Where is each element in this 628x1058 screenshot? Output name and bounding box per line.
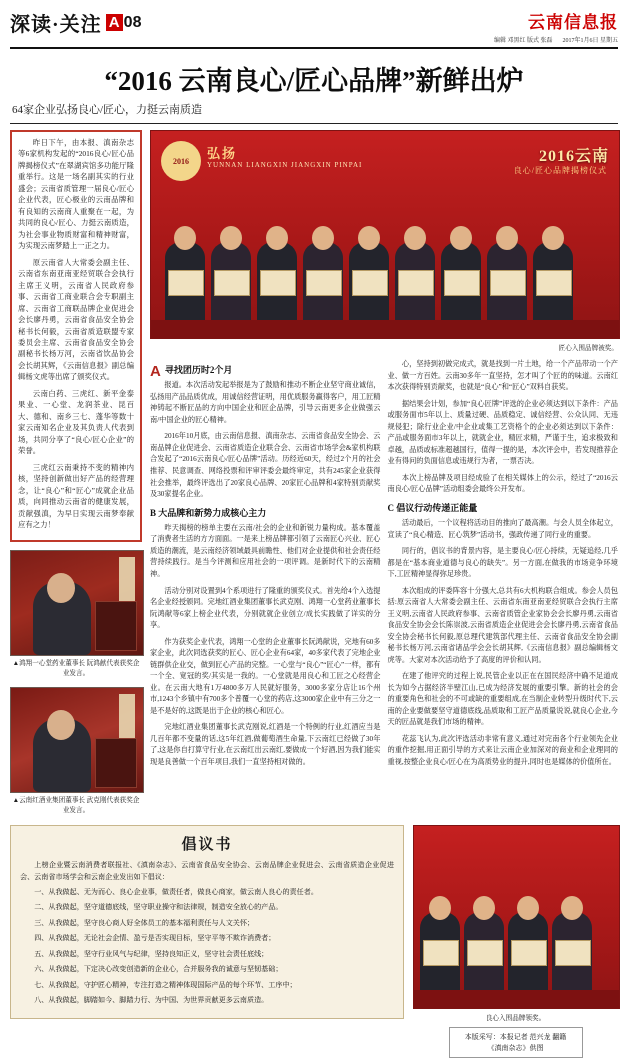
- proposal-box: [10, 825, 404, 1019]
- photo-card-speaker-2: [10, 687, 142, 816]
- section-heading-c: C 倡议行动传递正能量: [387, 502, 478, 513]
- page-badge-letter: A: [106, 14, 123, 31]
- paragraph: 作为获奖企业代表，鸿翔一心堂的企业董事长阮鸿献说，完地有60多家企业，此次同选获奖的匠心、匠心企业有64家，40多家代表了完地企业链群供企业交，做到匠心产品的完整。一心堂与“良心”“匠心”一样，都有一个全、宽冠的奖/其实是一我的。一心堂就是用良心和工匠之心经营企业。在云南大地有1万4800多万人民就好服务，3000多家分店让16个州市,1243个乡镇中有700多个普覆一心堂的药店,这3000家企业中有三分之一是不是好的,这既是出于企业的核心和匠心。: [150, 637, 381, 715]
- paragraph: 报道。本次活动发起举报是为了鼓励和推动不断企业坚守商业诚信，弘扬用产品品质优成，用诚信经营证明，用优质服务赢得客户，用工匠精神铸起不断匠品的方向中国企业和匠企品牌，引导云南更多企业做强云南/中国企业的匠心精神。: [150, 381, 381, 424]
- masthead-meta: [494, 35, 618, 44]
- photo-card-speaker-1: [10, 550, 142, 679]
- hero-banner-pinyin: YUNNAN LIANGXIN JIANGXIN PINPAI: [207, 161, 363, 169]
- page-badge: [106, 14, 142, 32]
- paragraph: 据结果会计划，参加“良心匠牌”评选的企业必须达到以下条件：产品或服务面市5年以上、质量过硬、品质稳定、诚信经营、公众认同、无违规侵犯；除行业企业/中企业或集工艺资格个的企业必须达到以下条件：产品或服务面市3年以上，就就企业，精匠求精，严谨于生，追求极致和卓越，品质或标准超越国行，值得一提的是，本次评会中，若发现推荐企业有得问的负面信息或违规行为者，一票否决。: [387, 399, 618, 466]
- proposal-item: 八、从我做起，脚踏如今、脚踏力行、为中国、为世界贡献更多云南质造。: [34, 996, 269, 1005]
- hero-logo: 2016: [161, 141, 201, 181]
- proposal-item: 七、从我做起，守护匠心精神，专注打造之精神体现国际产品的每个环节、工序中；: [34, 980, 297, 989]
- paragraph: 本次上榜品牌及项目经成验了在相关媒体上的公示，经过了“2016云南良心/匠心品牌”活动组委会最终公开发布。: [387, 473, 618, 494]
- photo-podium: [95, 738, 137, 788]
- hero-title: 2016云南: [538, 148, 609, 165]
- lead-p4: 三虎红云南秉持不变的精神内核，坚持创新做出好产品的经营理念，让“良心”和“匠心”成就企业品质，向同推动云南省的健康发展，贡献强滇，为早日实现云南梦奉献应有之力！: [18, 462, 134, 529]
- paragraph: 完地红酒业集团董事长武克刚说,红酒是一个特例的行业,红酒应当是几百年都不变量的话,这5年红酒,做葡萄酒生命量,下云南红已经做了30年了,这是你自打算守行业,在云南红出云南红,要做成一个好酒,因为我们能实现是良善做一个百年项目,我们一直坚持相对做的。: [150, 723, 381, 766]
- lead-p3: 云南白药、三虎红、新平金泰果业、一心堂、龙润茶业、昆百大、德和、南乡三七、蓬华等数十家云南知名企业及其负责人代表到场，共同分享了“良心/匠心企业”的荣誉。: [18, 388, 134, 456]
- section-heading-a-text: 寻找团历时2个月: [164, 365, 233, 375]
- left-column: [10, 130, 142, 816]
- paragraph: 在建了他评究的过程上说,民管企业以正在在国民经济中确不足道成长为如今占据经济半壁江山,已成为经济发展的重要引擎。新的社会的会的重要角色和社会的不可或缺的重要组成,在当制企业转型升级时代下,云南的企业要做要坚守道德底线,品质取和工匠产品质量说说,就良心企业,今天的匠品就是我们市场的精神。: [387, 672, 618, 727]
- photo-stage: [414, 990, 619, 1008]
- main-grid: [10, 130, 618, 816]
- photo-caption-1: ▲鸿翔一心堂药业董事长 阮鸿献代表获奖企业发言。: [12, 660, 140, 678]
- article-column-2: [388, 359, 619, 773]
- proposal-item: 四、从我做起，无论社会企情、盈亏是否实现目标，坚守平等不欺诈消费者；: [34, 934, 276, 943]
- proposal-intro: 上榜企业暨云南消费者联报社、《滇南杂志》、云南省食品安全协会、云南品牌企业促进会、云南省质造企业促进会、云南省市场学会和云南企业发出如下倡议：: [20, 861, 394, 881]
- paragraph: 花蕊飞认为,此次评选活动非常有意义,通过对完南各个行业领先企业的重作挖掘,用正面引导的方式来让云南企业加深对的商业和企业理同的重视,按整企业良心/匠心在为高质势业的提升,同时也是媒体的价值所在。: [387, 734, 618, 766]
- section-title: 深读·关注: [10, 14, 102, 36]
- photo-speaker-2: [10, 687, 144, 793]
- hero-caption: 匠心入围品牌被奖。: [558, 345, 618, 352]
- paragraph: 心，坚持到初做完成式，就是找到一片土地，给一个产品带动一个产业、做一方百姓。云南30多年一直坚持，怎才叫了个匠的的味道。云南红本次获得特别贡献奖，也就是“良心”和“匠心”双料自获奖。: [387, 360, 618, 392]
- dropcap-a: A: [150, 363, 161, 380]
- photo-banner: [119, 557, 135, 601]
- paragraph: 活动最后，一个议程将活动目的推向了最高潮。与会人员全体起立，宣读了“良心精造、匠心筑梦”活动书，强政传递了同行业的重要。: [387, 519, 618, 539]
- masthead-left: [10, 8, 141, 37]
- hero-subtitle: 良心/匠心品牌揭榜仪式: [513, 166, 607, 175]
- hero-banner-word: 弘扬: [207, 146, 238, 161]
- proposal-item: 五、从我做起，坚守行业风气与纪律，坚持良知正义，坚守社会责任底线；: [34, 949, 269, 958]
- hero-people-row: [151, 206, 619, 338]
- paragraph: 本次组成的评委阵容十分强大,总共有6大机构联合组成。参会人员包括:原云南省人大常委会副主任、云南省东南亚南亚经贸联合会执行主席王义明,云南省人民政府参事、云南省质管企业家协会会长廖丹勇,云南省食品安全协会会长陈崇波,云南省质造企业促进会会长廖丹勇,云南省食品安全协会秘书长何毅,原总理代建筑部代理主任、云南省食品安全协会副秘书长杨万河,云南省诸品学会会长胡其辉,《云南信息报》副总编辑杨文虎等。大家对本次活动给予了高度的评价和认同。: [387, 586, 618, 664]
- proposal-title: 倡议书: [181, 837, 233, 854]
- proposal-item: 一、从我做起、无为而心、良心企业事，做责任者，做良心商家，做云南人良心的责任者。: [34, 888, 318, 896]
- hero-photo: [150, 130, 620, 339]
- proposal-item: 三、从我做起，坚守良心商人好全体员工的基本福利责任与人文关怀；: [34, 918, 255, 927]
- date-line: 2017年1月6日 星期五: [562, 38, 618, 44]
- article-column-1: [150, 359, 381, 773]
- masthead-right: [494, 8, 618, 44]
- photo-speaker-1: [10, 550, 144, 656]
- paragraph: 同行的，倡议书的背景内容，是主要良心/匠心持续，无疑追经,几乎都是在“基本商业道德与良心的缺失”。另一方面,在做我的市场竞争环境下,工匠精神显得弥足珍贵。: [387, 547, 618, 579]
- photo-banner: [119, 694, 135, 738]
- paper-name: 云南信息报: [528, 13, 618, 32]
- lead-p2: 原云南省人大常委会副主任、云南省东南亚南亚经贸联合会执行主席王义明，云南省人民政府参事、云南省工商业联合会专职副主席、云南省工商联品牌企业促进会会长廖丹勇，云南省食品安全协会秘书长何毅，云南省质造联盟专家委员会主席、云南省食品安全协会副秘书长杨万河，云南省饮品协会会长胡其辉，《云南信息报》副总编辑杨文虎等出席了颁奖仪式。: [18, 257, 134, 382]
- right-column: [150, 130, 618, 816]
- credit-line-1: 本版采写：本报记者 范兴龙 翻籍: [464, 1033, 567, 1042]
- lead-p1: 昨日下午，由本报、滇南杂志等6家机构发起的“2016良心/匠心品牌揭榜仪式”在翠湖宾馆多功能厅隆重举行。这是一场名副其实的行业盛会；云南省质管理一届良心/匠心企业代表，匠心极业的云南品牌和有良知的云南商人重聚在一起，为共同的良心/匠心、力挺云南质造，为社会事业物质财富和精神财富，为实现云南梦踏上一正之力。: [18, 138, 134, 251]
- paragraph: 昨天揭榜的榜单主要在云南/社会的企业和新锐力量构成。基本覆盖了消费者生活的方方面面。一是来上榜品牌都引领了云南匠心兴业、匠心质造的潮流，是云南经济领域最具前瞻性、他们对企业提供和社会责任经营持续践行。是当今评测和应用社会的一项评调。是新时代下的云南精神。: [150, 523, 381, 578]
- page-badge-number: 08: [123, 13, 142, 31]
- proposal-item: 二、从我做起，坚守道德底线，坚守职业操守和法律规，制造安全放心的产品。: [34, 903, 283, 912]
- editor-line: 编辑 邓黑红 版式 张磊: [493, 38, 553, 44]
- hero-stage: [151, 320, 619, 338]
- paragraph: 2016年10月底，由云南信息报、滇南杂志、云南省食品安全协会、云南品牌企业促进会、云南省质造企业联合会、云南省市场学会&家机构联合发起了“2016云南良心/匠心品牌”活动。历经近60天，经过2个月的社会推荐、民意调查、网络投票和评审评委会最终审定，共有245家企业获得社会推举，最终评选出了20家良心品牌、20家匠心品牌和4家特别贡献奖及30家提名企业。: [150, 432, 381, 499]
- photo-caption-2: ▲云南红酒业集团董事长 武克刚代表获奖企业发言。: [12, 797, 140, 815]
- photo-podium: [95, 601, 137, 651]
- section-heading-a: [150, 363, 381, 380]
- paragraph: 活动分别对设置到4个系项进行了隆重的颁奖仪式。首先给4个入选提名企业经授颁同。完地红酒业集团董事长武克刚、鸿翔一心堂药业董事长阮鸿献等6家上榜企业代表，分别就就企业创立/成长实践做了详实的分享。: [150, 586, 381, 630]
- section-heading-b: B 大品牌和新势力成核心主力: [150, 507, 267, 518]
- page-subtitle: 64家企业弘扬良心/匠心，力挺云南质造: [12, 104, 203, 116]
- masthead: [10, 8, 618, 49]
- bottom-people-row: [414, 876, 619, 1008]
- divider: [10, 123, 618, 124]
- credit-line-2: 《滇南杂志》供图: [487, 1043, 544, 1052]
- lead-box: [10, 130, 142, 542]
- bottom-photo: [413, 825, 620, 1009]
- byline-credit: [449, 1027, 583, 1058]
- bottom-photo-caption: 良心入围品牌领奖。: [485, 1015, 546, 1023]
- proposal-item: 六、从我做起，下定决心改变创造新的企业心，合并服务我的诚意与坚韧基础；: [34, 965, 283, 974]
- article-columns: [150, 359, 618, 773]
- page-title: “2016 云南良心/匠心品牌”新鲜出炉: [104, 66, 524, 96]
